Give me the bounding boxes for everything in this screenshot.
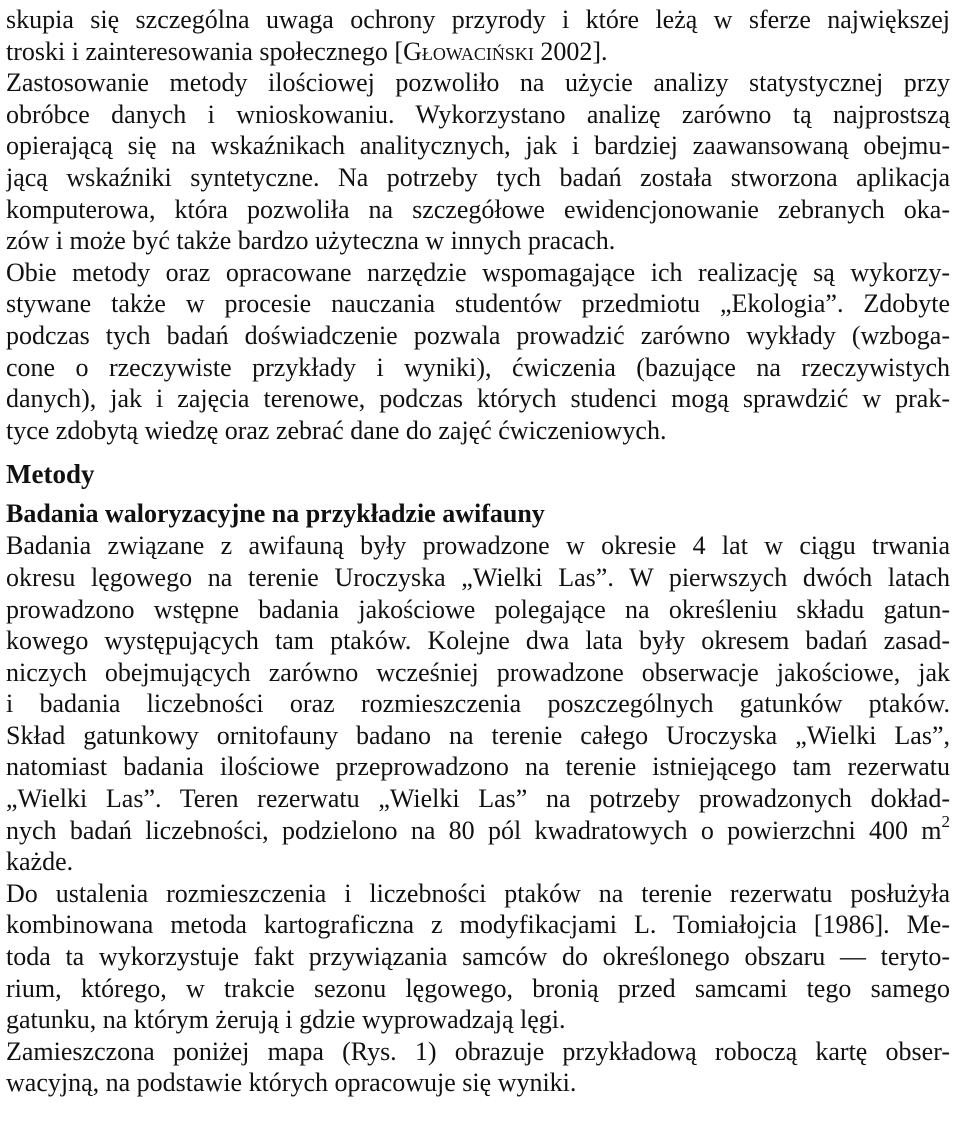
subsection-heading: Badania waloryzacyjne na przykładzie awifauny (6, 499, 545, 529)
superscript: 2 (941, 814, 950, 831)
text-line: niczych obejmujących zarówno wcześniej prowadzone obserwacje jakościowe, jak (6, 657, 950, 687)
section-heading: Metody (6, 459, 95, 490)
text-line: obróbce danych i wnioskowaniu. Wykorzystano analizę zarówno tą najprostszą (6, 99, 950, 129)
text-line: Do ustalenia rozmieszczenia i liczebności ptaków na terenie rezerwatu posłużyła (6, 878, 950, 908)
text-line: wacyjną, na podstawie których opracowuje się wyniki. (6, 1068, 577, 1098)
text-fragment: 2002]. (533, 36, 608, 66)
text-line: danych), jak i zajęcia terenowe, podczas których studenci mogą sprawdzić w prak- (6, 384, 950, 414)
paragraph-teaching (6, 257, 950, 447)
text-line: okresu lęgowego na terenie Uroczyska „Wielki Las”. W pierwszych dwóch latach (6, 562, 950, 592)
text-line: rium, którego, w trakcie sezonu lęgowego, bronią przed samcami tego samego (6, 973, 950, 1003)
text-line: prowadzono wstępne badania jakościowe polegające na określeniu składu gatun- (6, 594, 950, 624)
text-line: Zastosowanie metody ilościowej pozwoliło na użycie analizy statystycznej przy (6, 68, 950, 98)
paragraph-avifauna (6, 530, 950, 878)
text-line: jącą wskaźniki syntetyczne. Na potrzeby tych badań została stworzona aplikacja (6, 162, 950, 192)
text-line: skupia się szczególna uwaga ochrony przyrody i które leżą w sferze największej (6, 5, 950, 34)
text-line: natomiast badania ilościowe przeprowadzono na terenie istniejącego tam rezerwatu (6, 752, 950, 782)
paragraph-method (6, 878, 950, 1036)
text-line: Zamieszczona poniżej mapa (Rys. 1) obrazuje przykładową roboczą kartę obser- (6, 1036, 950, 1066)
paragraph-intro-end (6, 4, 950, 257)
text-line: zów i może być także bardzo użyteczna w innych pracach. (6, 226, 616, 256)
text-line: kowego występujących tam ptaków. Kolejne dwa lata były okresem badań zasad- (6, 626, 950, 656)
text-line: toda ta wykorzystuje fakt przywiązania samców do określonego obszaru — teryto- (6, 942, 950, 972)
text-line: kombinowana metoda kartograficzna z modyfikacjami L. Tomiałojcia [1986]. Me- (6, 910, 950, 940)
text-line: opierającą się na wskaźnikach analitycznych, jak i bardziej zaawansowaną obejmu- (6, 131, 950, 161)
text-line: każde. (6, 847, 74, 877)
text-fragment: troski i zainteresowania społecznego [ (6, 36, 404, 66)
text-line: cone o rzeczywiste przykłady i wyniki), ćwiczenia (bazujące na rzeczywistych (6, 352, 950, 382)
text-line: stywane także w procesie nauczania studentów przedmiotu „Ekologia”. Zdobyte (6, 289, 950, 319)
text-fragment: nych badań liczebności, podzielono na 80 pól kwadratowych o powierzchni 400 m (6, 815, 942, 845)
text-line: podczas tych badań doświadczenie pozwala prowadzić zarówno wykłady (wzboga- (6, 320, 950, 350)
text-line (6, 815, 950, 847)
text-line: i badania liczebności oraz rozmieszczenia poszczególnych gatunków ptaków. (6, 689, 950, 719)
text-line: komputerowa, która pozwoliła na szczegółowe ewidencjonowanie zebranych oka- (6, 194, 950, 224)
text-line: „Wielki Las”. Teren rezerwatu „Wielki Las” na potrzeby prowadzonych dokład- (6, 784, 950, 814)
text-line: tyce zdobytą wiedzę oraz zebrać dane do zajęć ćwiczeniowych. (6, 415, 667, 445)
cited-author: Głowaciński (403, 36, 534, 66)
text-line: Skład gatunkowy ornitofauny badano na terenie całego Uroczyska „Wielki Las”, (6, 720, 950, 750)
paragraph-map-reference (6, 1036, 950, 1099)
text-line: gatunku, na którym żerują i gdzie wyprowadzają lęgi. (6, 1005, 566, 1035)
text-line: Obie metody oraz opracowane narzędzie wspomagające ich realizację są wykorzy- (6, 257, 950, 287)
text-line (6, 36, 950, 68)
text-line: Badania związane z awifauną były prowadzone w okresie 4 lat w ciągu trwania (6, 531, 950, 561)
